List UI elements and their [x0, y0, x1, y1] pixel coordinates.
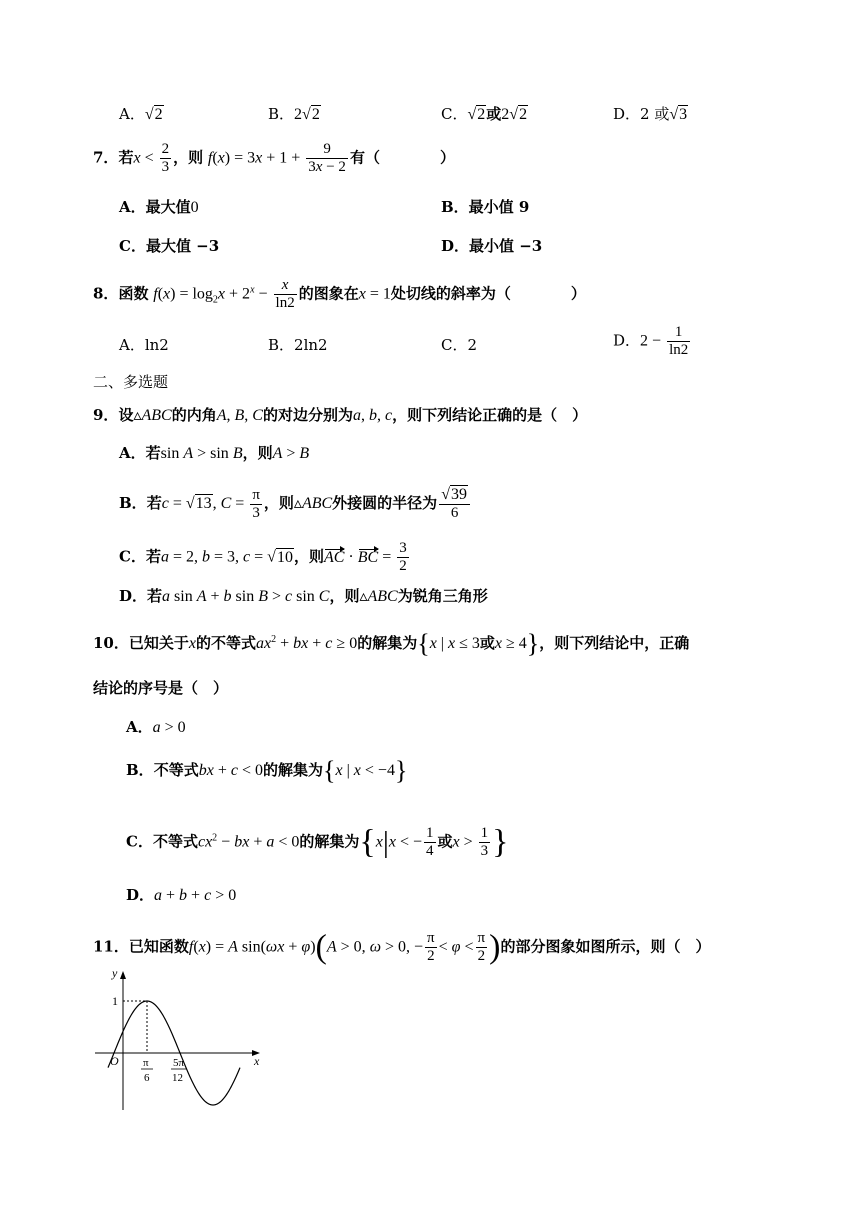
section-title-multiple-choice: 二、多选题 [93, 373, 169, 391]
q7-option-c: C．最大值 −3 [119, 237, 220, 255]
y-axis-label: y [112, 966, 118, 980]
q7-option-a: A．最大值0 [119, 198, 199, 216]
q10-stem-line2: 结论的序号是（ ） [93, 679, 229, 697]
x-tick2-numerator: 5π [173, 1057, 185, 1069]
q7-option-d: D．最小值 −3 [441, 237, 543, 255]
q10-option-d: D．a + b + c > 0 [126, 886, 237, 904]
q9-stem: 9．设▵ABC的内角A, B, C的对边分别为a, b, c，则下列结论正确的是（ ） [93, 406, 588, 424]
x-axis-label: x [254, 1054, 260, 1068]
q9-option-d: D．若a sin A + b sin B > c sin C，则▵ABC为锐角三角形 [119, 587, 488, 605]
q10-option-b: B．不等式bx + c < 0的解集为{x | x < −4} [126, 756, 408, 785]
q7-stem: 7．若x < $\frac{2}{3}$ ，则 f(x) = 3x + 1 + $\frac{9}{3x - 2}$ 有（ ） [93, 141, 455, 175]
q10-stem: 10．已知关于x的不等式$ax^2$ + bx + c ≥ 0的解集为{x | x ≤ 3或x ≥ 4}，则下列结论中，正确 [93, 629, 690, 658]
q9-option-b: B．若c = √13, C = $\frac{\pi}{3}$ ，则▵ABC外接圆的半径为 $\frac{√39}{6}$ [119, 486, 472, 522]
q8-stem: 8．函数 $f(x) = \log_2x + 2^x$ − $\frac{x}{\ln 2}$ 的图象在x = 1处切线的斜率为（ ） [93, 277, 586, 311]
q7-option-b: B．最小值 9 [441, 198, 530, 216]
q6-option-c: C．√2或2√2 [441, 105, 528, 123]
q6-option-b: B．2√2 [268, 105, 320, 123]
q9-option-a: A．若sin A > sin B，则A > B [119, 444, 310, 462]
q8-option-c: C．2 [441, 336, 478, 354]
y-axis-arrow [120, 971, 126, 979]
x-tick1-numerator: π [143, 1057, 149, 1069]
q8-option-d: D．2 − $\frac{1}{\ln 2}$ [613, 324, 689, 358]
q8-option-b: B．2ln2 [268, 336, 328, 354]
sine-graph [90, 965, 270, 1115]
origin-label: O [110, 1054, 119, 1068]
x-tick1-denominator: 6 [144, 1072, 150, 1084]
q6-option-a: A．√2 [119, 105, 163, 123]
q6-option-d: D．2 或√3 [613, 105, 688, 123]
x-tick2-denominator: 12 [172, 1072, 183, 1084]
q11-stem: 11．已知函数f(x) = A sin(ωx + φ)(A > 0, ω > 0, − $\frac{\pi}{2}$ < φ < $\frac{\pi}{2}$ )的部分图象如图所示，则（ ） [93, 928, 711, 966]
q10-option-c: C．不等式$cx^2$ − bx + a < 0的解集为{x|x < − $\frac{1}{4}$ 或x > $\frac{1}{3}$ } [126, 823, 509, 861]
q8-option-a: A．ln2 [119, 336, 169, 354]
y-tick-label: 1 [112, 994, 118, 1008]
q10-option-a: A．a > 0 [126, 718, 186, 736]
q9-option-c: C．若a = 2, b = 3, c = √10，则AC · BC = $\frac{3}{2}$ [119, 540, 407, 574]
